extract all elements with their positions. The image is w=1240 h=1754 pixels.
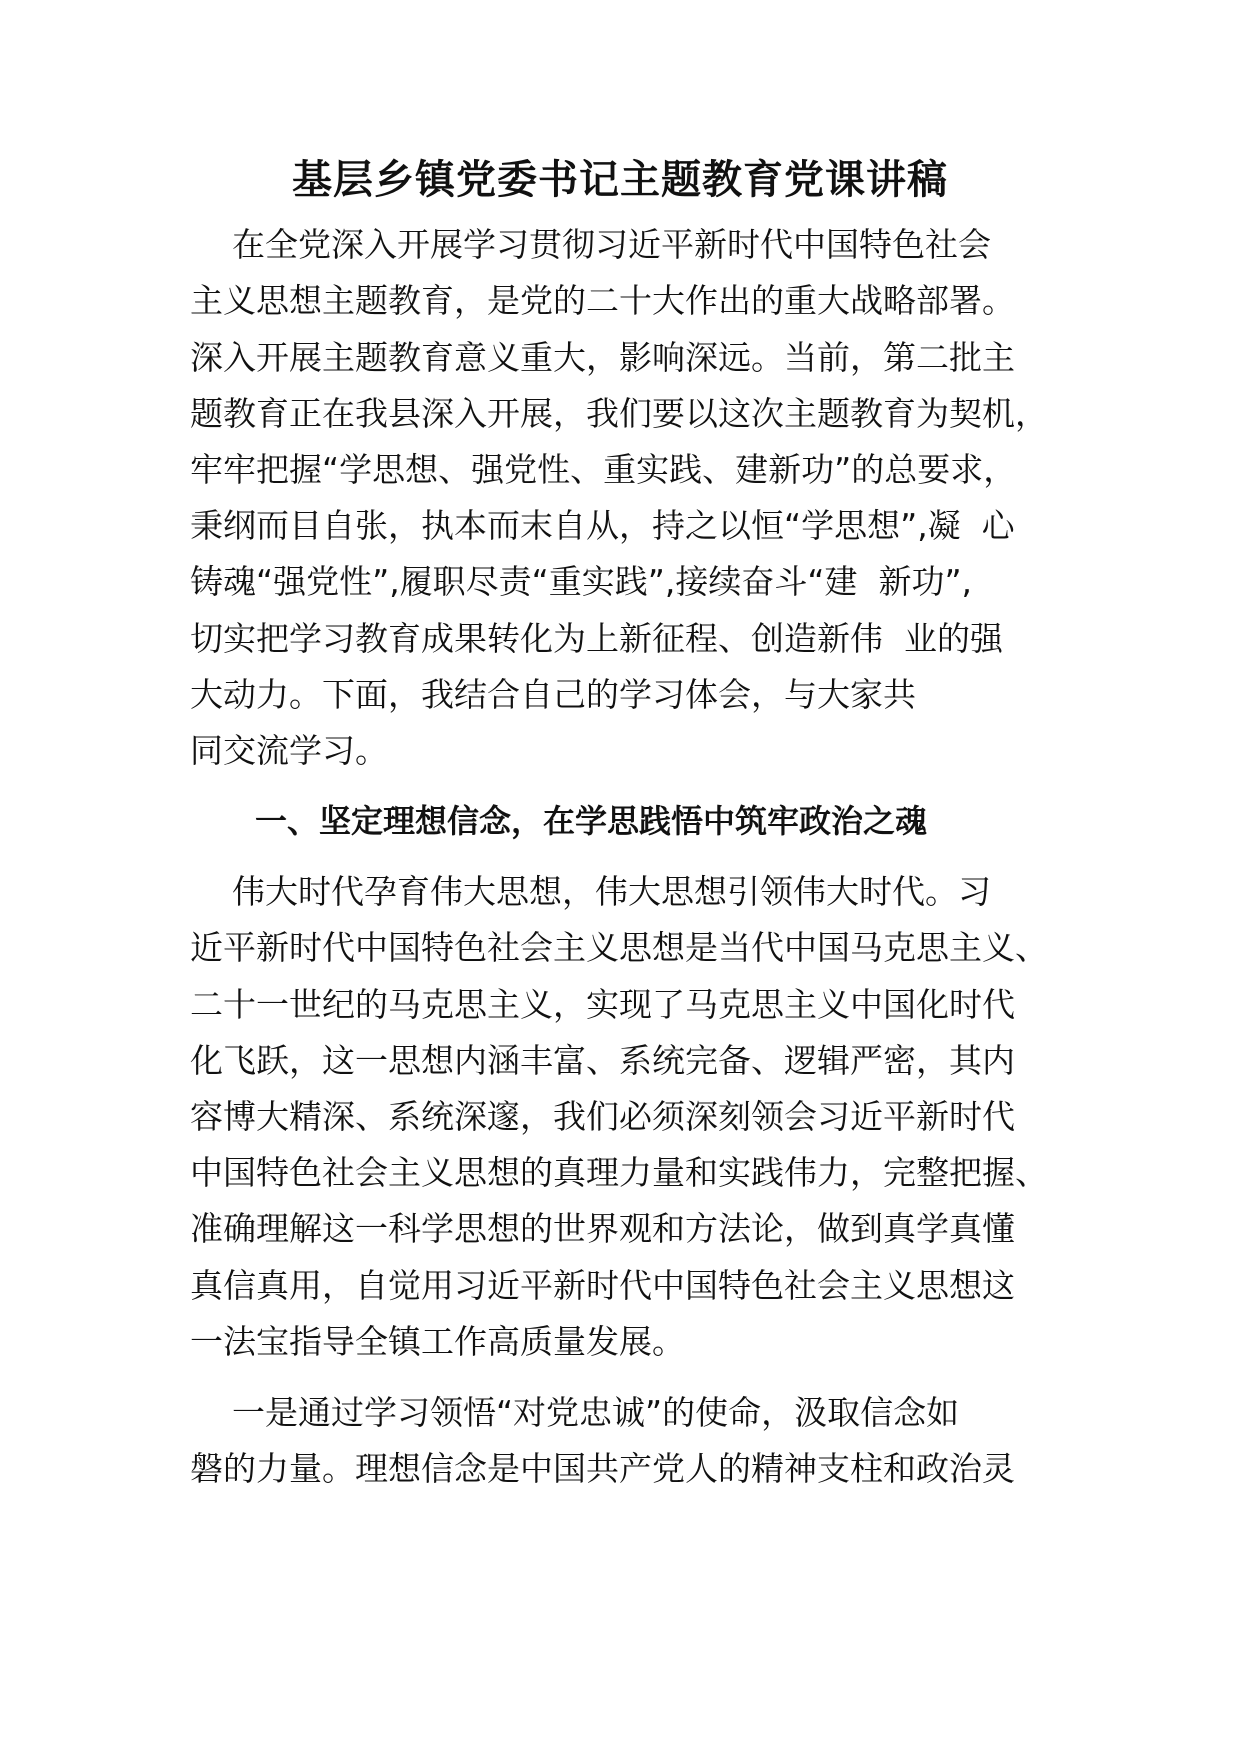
intro-line-3: 深入开展主题教育意义重大，影响深远。当前，第二批主	[190, 338, 1015, 377]
section1-line-7: 准确理解这一科学思想的世界观和方法论，做到真学真懂	[190, 1209, 1015, 1248]
intro-line-6: 秉纲而目自张，执本而末自从，持之以恒“学思想”,凝 心	[190, 506, 1015, 545]
section1-line-8: 真信真用，自觉用习近平新时代中国特色社会主义思想这	[190, 1266, 1015, 1305]
intro-line-4: 题教育正在我县深入开展，我们要以这次主题教育为契机，	[190, 394, 1048, 433]
section1-line-1: 伟大时代孕育伟大思想，伟大思想引领伟大时代。习	[190, 872, 991, 911]
intro-line-9: 大动力。下面，我结合自己的学习体会，与大家共	[190, 675, 916, 714]
section1-line-4: 化飞跃，这一思想内涵丰富、系统完备、逻辑严密，其内	[190, 1041, 1015, 1080]
point1-line-2: 磐的力量。理想信念是中国共产党人的精神支柱和政治灵	[190, 1449, 1015, 1488]
section1-line-3: 二十一世纪的马克思主义，实现了马克思主义中国化时代	[190, 985, 1015, 1024]
section1-line-5: 容博大精深、系统深邃，我们必须深刻领会习近平新时代	[190, 1097, 1015, 1136]
intro-line-2: 主义思想主题教育，是党的二十大作出的重大战略部署。	[190, 281, 1015, 320]
section1-line-6: 中国特色社会主义思想的真理力量和实践伟力，完整把握、	[190, 1153, 1048, 1192]
intro-line-8: 切实把学习教育成果转化为上新征程、创造新伟 业的强	[190, 619, 1003, 658]
section-heading: 一、坚定理想信念，在学思践悟中筑牢政治之魂	[255, 802, 928, 840]
section1-line-9: 一法宝指导全镇工作高质量发展。	[190, 1322, 685, 1361]
intro-line-7: 铸魂“强党性”,履职尽责“重实践”,接续奋斗“建 新功”,	[190, 562, 973, 601]
point1-line-1: 一是通过学习领悟“对党忠诚”的使命，汲取信念如	[190, 1393, 960, 1432]
intro-line-1: 在全党深入开展学习贯彻习近平新时代中国特色社会	[190, 225, 991, 264]
document-title: 基层乡镇党委书记主题教育党课讲稿	[292, 157, 948, 203]
section1-line-2: 近平新时代中国特色社会主义思想是当代中国马克思主义、	[190, 928, 1048, 967]
intro-line-10: 同交流学习。	[190, 731, 388, 770]
intro-line-5: 牢牢把握“学思想、强党性、重实践、建新功”的总要求，	[190, 450, 1017, 489]
